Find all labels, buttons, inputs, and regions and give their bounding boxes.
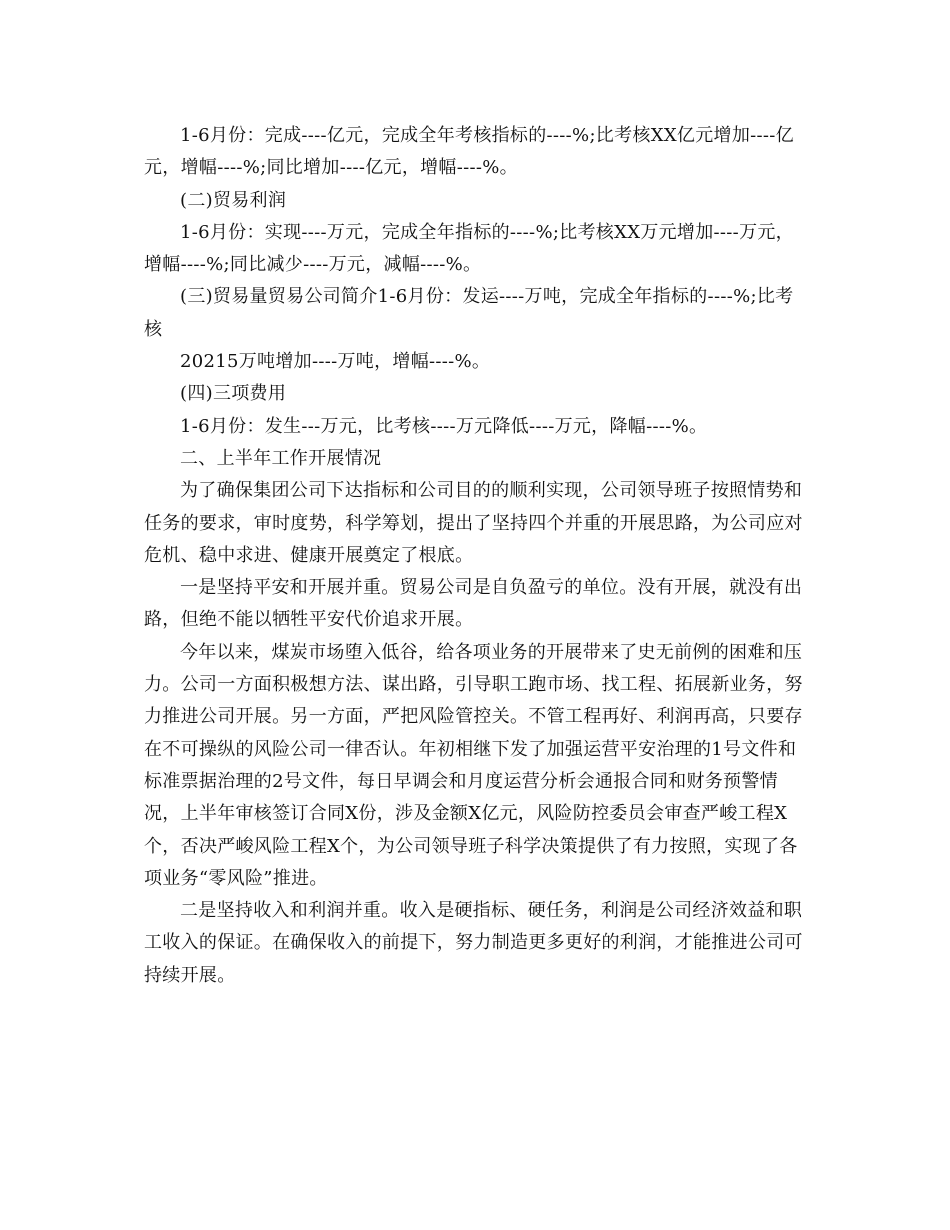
paragraph-risk-control: 今年以来，煤炭市场堕入低谷，给各项业务的开展带来了史无前例的困难和压力。公司一方面积极想方法、谋出路，引导职工跑市场、找工程、拓展新业务，努力推进公司开展。另一方面，严把风险管控关。不管工程再好、利润再高，只要存在不可操纵的风险公司一律否认。年初相继下发了加强运营平安治理的1号文件和标准票据治理的2号文件，每日早调会和月度运营分析会通报合同和财务预警情况，上半年审核签订合同X份，涉及金额X亿元，风险防控委员会审查严峻工程X个，否决严峻风险工程X个，为公司领导班子科学决策提供了有力按照，实现了各项业务“零风险”推进。 <box>144 641 803 889</box>
heading-three-expenses: (四)三项费用 <box>180 383 287 405</box>
paragraph-expenses-h1: 1-6月份：发生---万元，比考核----万元降低----万元，降幅----%。 <box>180 415 708 437</box>
paragraph-trade-volume: (三)贸易量贸易公司简介1-6月份：发运----万吨，完成全年指标的----%;比考核 <box>144 286 794 340</box>
paragraph-trade-volume-cont: 20215万吨增加----万吨，增幅----%。 <box>180 351 491 373</box>
paragraph-profit-h1: 1-6月份：实现----万元，完成全年指标的----%;比考核XX万元增加----万元，增幅----%;同比减少----万元，减幅----%。 <box>144 221 794 276</box>
heading-trade-profit: (二)贸易利润 <box>180 189 287 211</box>
document-body <box>144 120 809 992</box>
paragraph-strategy: 为了确保集团公司下达指标和公司目的的顺利实现，公司领导班子按照情势和任务的要求，审时度势，科学筹划，提出了坚持四个并重的开展思路，为公司应对危机、稳中求进、健康开展奠定了根底。 <box>144 480 803 566</box>
heading-work-progress: 二、上半年工作开展情况 <box>180 447 382 469</box>
paragraph-revenue-h1: 1-6月份：完成----亿元，完成全年考核指标的----%;比考核XX亿元增加----亿元，增幅----%;同比增加----亿元，增幅----%。 <box>144 125 794 179</box>
paragraph-income-profit: 二是坚持收入和利润并重。收入是硬指标、硬任务，利润是公司经济效益和职工收入的保证。在确保收入的前提下，努力制造更多更好的利润，才能推进公司可持续开展。 <box>144 900 803 986</box>
paragraph-safety-development: 一是坚持平安和开展并重。贸易公司是自负盈亏的单位。没有开展，就没有出路，但绝不能以牺牲平安代价追求开展。 <box>144 577 803 631</box>
